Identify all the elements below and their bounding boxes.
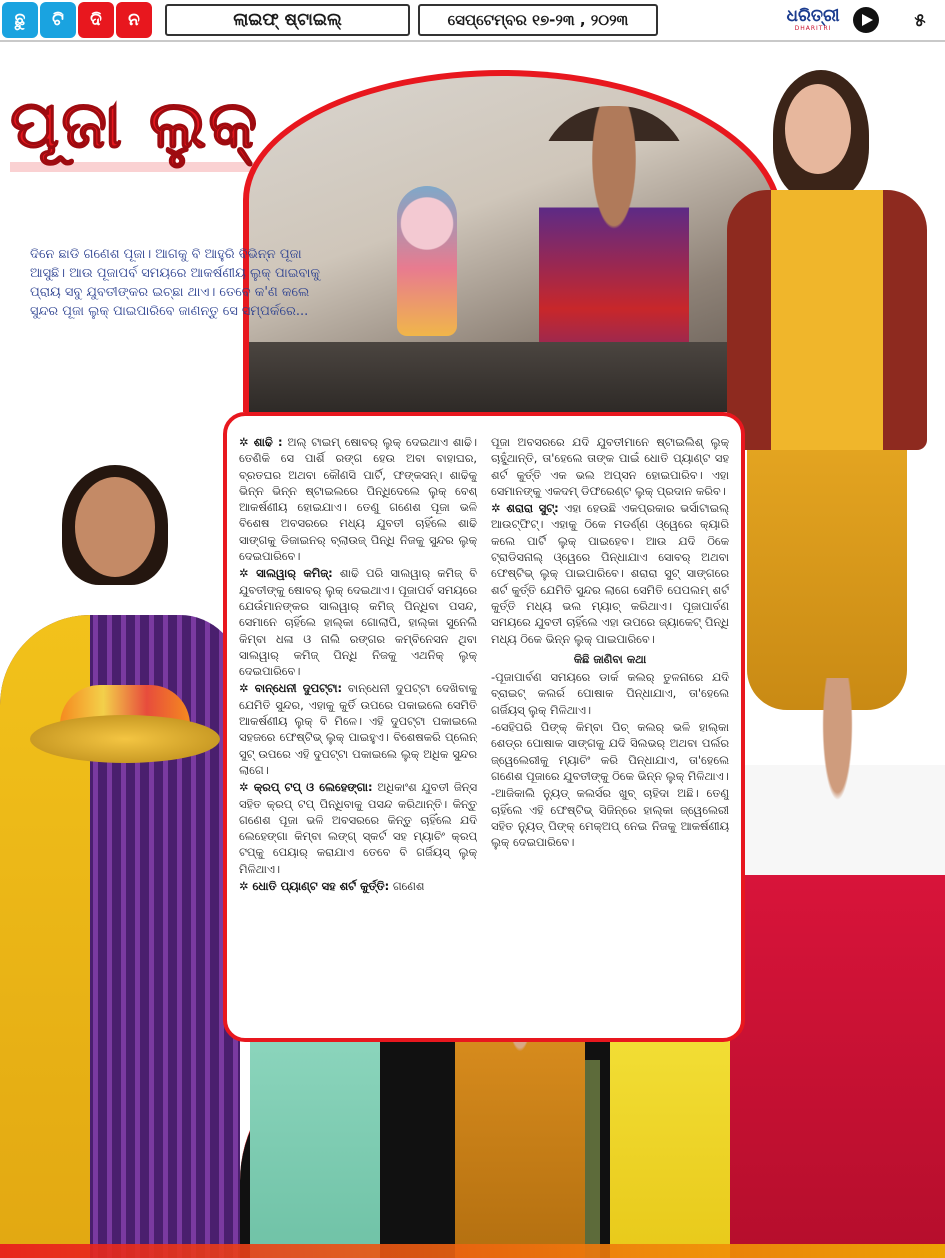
paragraph-text: ଅଲ୍ ଟାଇମ୍ ଷୋବର୍ ଲୁକ୍ ଦେଇଥାଏ ଶାଢି। ତେଣିକି ସେ ପାର୍ଶି ରଙ୍ଗ ହେଉ ଅବା ବାହାଘର, ବ୍ରତଘର ଅଥବା କୌଣସି ପାର୍ଟି, ଫଙ୍କସନ୍। ଶାଢିକୁ ଭିନ୍ନ ଭିନ୍ନ ଷ୍ଟାଇଲରେ ପିନ୍ଧିଦେଲେ ଲୁକ୍ ବେଶ୍ ଆକର୍ଷଣୀୟ ହୋଇଯାଏ। ତେଣୁ ଗଣେଶ ପୂଜା ଭଳି ବିଶେଷ ଅବସରରେ ମଧ୍ୟ ଯୁବତୀ ଚାହିଁଲେ ଶାଢି ସାଙ୍ଗକୁ ଡିଜାଇନର୍ ବ୍ଲାଉଜ୍ ପିନ୍ଧି ନିଜକୁ ସୁନ୍ଦର ଲୁକ୍ ଦେଇପାରିବେ। [239, 435, 477, 564]
intro-paragraph: ଦିନେ ଛାଡି ଗଣେଶ ପୂଜା। ଆଗକୁ ବି ଆହୁରି ବିଭିନ୍ନ ପୂଜା ଆସୁଛି। ଆଉ ପୂଜାପର୍ବ ସମୟରେ ଆକର୍ଷଣୀୟ ଲୁକ୍ ପାଇବାକୁ ପ୍ରାୟ ସବୁ ଯୁବତୀଙ୍କର ଇଚ୍ଛା ଥାଏ। ତେବେ କ'ଣ କଲେ ସୁନ୍ଦର ପୂଜା ଲୁକ୍ ପାଇପାରିବେ ଜାଣନ୍ତୁ ସେ ସମ୍ପର୍କରେ... [30, 247, 320, 319]
paragraph-text: ପୂଜା ଅବସରରେ ଯଦି ଯୁବତୀମାନେ ଷ୍ଟାଇଲିଶ୍ ଲୁକ୍ ଚାହୁଁଥାନ୍ତି, ତା'ହେଲେ ତାଙ୍କ ପାଇଁ ଧୋତି ପ୍ୟାଣ୍ଟ ସହ ଶର୍ଟ କୁର୍ତ୍ତି ଏକ ଭଲ ଅପ୍ସନ ହୋଇପାରିବ। ଏହା ସେମାନଙ୍କୁ ଏକଦମ୍ ଡିଫରେଣ୍ଟ ଲୁକ୍ ପ୍ରଦାନ କରିବ। [491, 435, 729, 498]
subheading: ଶରାରା ସୁଟ୍: [506, 501, 559, 516]
article-box [223, 412, 745, 1042]
bullet-icon: ✲ [239, 780, 254, 795]
model-saree-image [0, 465, 240, 1258]
article-paragraph [239, 878, 477, 894]
article-paragraph [491, 434, 729, 499]
brand-letter: ଦି [78, 2, 114, 38]
article-column-left [239, 434, 477, 1026]
page-header [0, 0, 945, 42]
bullet-icon: ✲ [491, 501, 507, 516]
stone-ledge-image [249, 342, 777, 412]
issue-date: ସେପ୍ଟେମ୍ବର ୧୭-୨୩ , ୨୦୨୩ [418, 4, 658, 36]
play-icon [853, 7, 879, 33]
logo-subtext: DHARITRI [794, 24, 832, 32]
footer-strip [0, 1244, 945, 1258]
subheading: କ୍ରପ୍ ଟପ୍ ଓ ଲେହେଙ୍ଗା: [253, 780, 373, 795]
tip-item: -ଆଜିକାଲି ନ୍ୟୁଡ୍ କଲର୍ସର ଖୁବ୍ ଚାହିଦା ଅଛି। ତେଣୁ ଚାହିଁଲେ ଏହି ଫେଷ୍ଟିଭ୍ ସିଜିନ୍‌ରେ ହାଲ୍କା ଜ୍ୱେଲେରୀ ସହିତ ନ୍ୟୁଡ୍ ପିଙ୍କ୍ ମେକ୍ଅପ୍ ନେଇ ନିଜକୁ ଆକର୍ଷଣୀୟ ଲୁକ୍ ଦେଇପାରିବେ। [491, 786, 729, 850]
dhoti-pants [747, 440, 907, 710]
ganesh-idol-image [397, 186, 457, 336]
short-kurti [727, 190, 927, 450]
page-number: ୫ [914, 9, 926, 31]
subheading: ସାଲୱାର୍ କମିଜ୍: [256, 566, 333, 581]
tip-item: -ସେହିପରି ପିଙ୍କ୍ କିମ୍ବା ପିଚ୍ କଲର୍ ଭଳି ହାଲ୍କା ଶେଡ୍ର ପୋଷାକ ସାଙ୍ଗକୁ ଯଦି ସିଲଭର୍ ଅଥବା ପର୍ଲର ଜ୍ୱେଲେରୀକୁ ମ୍ୟାଚିଂ କରି ପିନ୍ଧାଯାଏ, ତା'ହେଲେ ଗଣେଶ ପୂଜାରେ ଯୁବତୀଙ୍କୁ ଠିକେ ଭିନ୍ନ ଲୁକ୍ ମିଳିଥାଏ। [491, 720, 729, 783]
tips-heading: କିଛି ଜାଣିବା କଥା [573, 651, 647, 666]
photo-ganesh-puja [243, 70, 783, 412]
section-label: ଲାଇଫ୍ ଷ୍ଟାଇଲ୍ [165, 4, 410, 36]
logo-text: ଧରିତ୍ରୀ [786, 5, 840, 26]
paragraph-text: ଶାଢି ପରି ସାଲୱାର୍ କମିଜ୍ ବି ଯୁବତୀଙ୍କୁ ଷୋବର୍ ଲୁକ୍ ଦେଇଥାଏ। ପୂଜାପର୍ବ ସମୟରେ ଯେଉଁମାନଙ୍କର ସାଲୱାର୍ କମିଜ୍ ପିନ୍ଧିବା ପସନ୍ଦ, ସେମାନେ ଚାହିଁଲେ ହାଲ୍କା ଗୋଲାପି, ହାଲ୍କା ସୁନେଲି କିମ୍ବା ଧଳା ଓ ନାଲି ରଙ୍ଗର କମ୍ବିନେସନ ଥିବା ସାଲୱାର୍ କମିଜ୍ ପିନ୍ଧି ନିଜକୁ ଏଥନିକ୍ ଲୁକ୍ ଦେଇପାରିବେ। [239, 566, 477, 679]
paragraph-text: ଗଣେଶ [392, 879, 425, 894]
article-paragraph [239, 565, 477, 679]
model-face [75, 477, 155, 577]
tip-item: -ପୂଜାପାର୍ବଣ ସମୟରେ ଡାର୍କ କଲର୍ ତୁଳନାରେ ଯଦି ବ୍ରାଇଟ୍ କଲର୍ର ପୋଷାକ ପିନ୍ଧାଯାଏ, ତା'ହେଲେ ଗର୍ଜିୟସ୍ ଲୁକ୍ ମିଳିଥାଏ। [491, 670, 729, 717]
brand-letter: ଛୁ [2, 2, 38, 38]
article-column-right [491, 434, 729, 1026]
brand-nameplate [2, 2, 152, 38]
article-paragraph [239, 680, 477, 778]
subheading: ବାନ୍ଧେନୀ ଦୁପଟ୍ଟା: [254, 681, 343, 696]
brand-letter: ଟି [40, 2, 76, 38]
paragraph-text: ଅଧିକାଂଶ ଯୁବତୀ ଜିନ୍ସ ସହିତ କ୍ରପ୍ ଟପ୍ ପିନ୍ଧିବାକୁ ପସନ୍ଦ କରିଥାନ୍ତି। କିନ୍ତୁ ଗଣେଶ ପୂଜା ଭଳି ଅବସରରେ କିନ୍ତୁ ଚାହିଁଲେ ଯଦି ଲେହେଙ୍ଗା କିମ୍ବା ଲଙ୍ଗ୍ ସ୍କର୍ଟ ସହ ମ୍ୟାଚିଂ କ୍ରପ୍ ଟପ୍କୁ ପେୟାର୍ କରାଯାଏ ତେବେ ବି ଗର୍ଜିୟସ୍ ଲୁକ୍ ମିଳିଥାଏ। [239, 780, 477, 876]
model-crop-top-lehenga-image [730, 678, 945, 1258]
article-paragraph [491, 500, 729, 647]
bullet-icon: ✲ [239, 879, 253, 894]
paragraph-text: ବାନ୍ଧେନୀ ଦୁପଟ୍ଟା ଦେଖିବାକୁ ଯେମିତି ସୁନ୍ଦର, ଏହାକୁ କୁର୍ତି ଉପରେ ପକାଇଲେ ସେମିତି ଆକର୍ଷଣୀୟ ଲୁକ୍ ବି ମିଳେ। ଏହି ଦୁପଟ୍ଟା ପକାଇଲେ ସହଜରେ ଫେଷ୍ଟିଭ୍ ଲୁକ୍ ପାଇହୁଏ। ବିଶେଷକରି ପ୍ଲେନ୍ ସୁଟ୍ ଉପରେ ଏହି ଦୁପଟ୍ଟା ପକାଇଲେ ଲୁକ୍ ଅଧିକ ସୁନ୍ଦର ଲାଗେ। [239, 681, 477, 777]
bullet-icon: ✲ [239, 681, 255, 696]
bullet-icon: ✲ [239, 435, 254, 449]
model-face [785, 84, 851, 174]
paragraph-text: ଏହା ହେଉଛି ଏକପ୍ରକାର ଭର୍ସାଟାଇଲ୍ ଆଉଟ୍ଫିଟ୍। ଏହାକୁ ଠିକେ ମଡର୍ଣ୍ଣ ଓ୍ୱେରେ କ୍ୟାରି କଲେ ପାର୍ଟି ଲୁକ୍ ପାଇହେବ। ଆଉ ଯଦି ଠିକେ ଟ୍ରାଡିସନାଲ୍ ଓ୍ୱେରେ ପିନ୍ଧାଯାଏ ସୋବର୍ ଅଥବା ଫେଷ୍ଟିଭ୍ ଲୁକ୍ ପାଇପାରିବେ। ଶରାରା ସୁଟ୍ ସାଙ୍ଗରେ ଶର୍ଟ କୁର୍ତ୍ତି ଯେମିତି ସୁନ୍ଦର ଲାଗେ ସେମିତି ପେପଲମ୍ ଶର୍ଟ କୁର୍ତ୍ତି ମଧ୍ୟ ଭଲ ମ୍ୟାଚ୍ କରିଥାଏ। ପୂଜାପାର୍ବଣ ସମୟରେ ଯୁବତୀ ଚାହିଁଲେ ଏହା ଉପରେ ଜ୍ୟାକେଟ୍ ପିନ୍ଧି ମଧ୍ୟ ଠିକେ ଭିନ୍ନ ଲୁକ୍ ପାଇପାରିବେ। [491, 501, 729, 646]
subheading: ଧୋତି ପ୍ୟାଣ୍ଟ ସହ ଶର୍ଟ କୁର୍ତ୍ତି: [252, 879, 390, 894]
puja-plate [30, 715, 220, 763]
article-paragraph [239, 779, 477, 877]
subheading: ଶାଢି : [253, 435, 283, 449]
brand-letter: ନ [116, 2, 152, 38]
publication-logo [776, 4, 850, 36]
bullet-icon: ✲ [239, 566, 257, 581]
article-paragraph [239, 434, 477, 564]
page-title: ପୂଜା ଲୁକ୍ [10, 86, 260, 163]
